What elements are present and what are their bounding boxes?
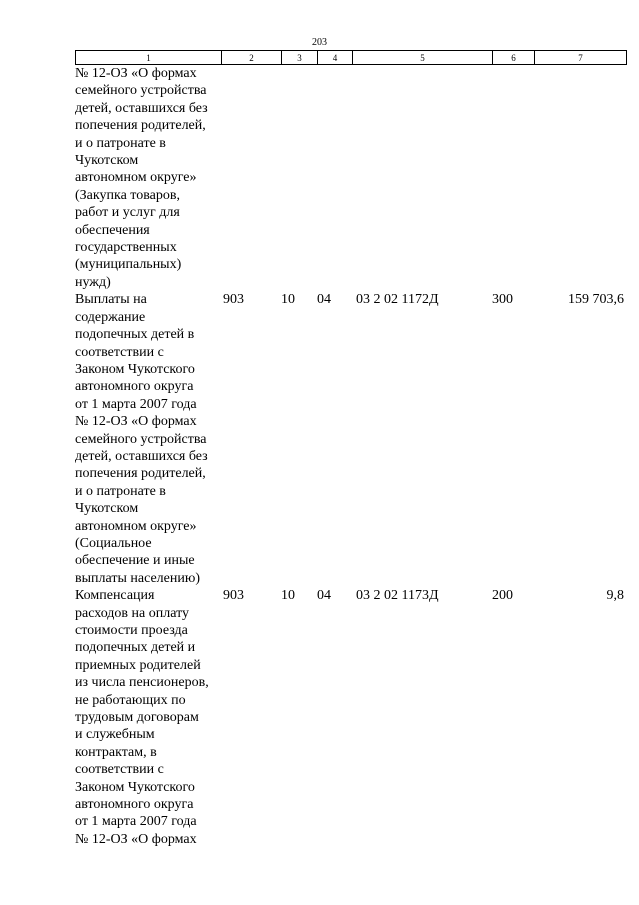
expense-name-line: расходов на оплату bbox=[75, 605, 190, 621]
expense-name-line: соответствии с bbox=[75, 344, 164, 360]
expense-name-line: обеспечение и иные bbox=[75, 553, 195, 569]
expense-name-line: соответствии с bbox=[75, 762, 164, 778]
expense-name-line: обеспечения bbox=[75, 222, 150, 238]
expense-name-line: попечения родителей, bbox=[75, 466, 206, 482]
cell-amount: 159 703,6 bbox=[568, 292, 624, 308]
expense-name-line: трудовым договорам bbox=[75, 710, 199, 726]
cell-subsection: 04 bbox=[317, 292, 331, 308]
header-col-2: 2 bbox=[222, 51, 282, 65]
expense-name-line: (муниципальных) bbox=[75, 257, 182, 273]
cell-expense-name bbox=[75, 291, 221, 587]
expense-name-line: не работающих по bbox=[75, 692, 186, 708]
header-row bbox=[76, 51, 627, 65]
expense-name-line: из числа пенсионеров, bbox=[75, 675, 209, 691]
expense-name-line: автономном округе» bbox=[75, 170, 197, 186]
cell-subsection bbox=[317, 65, 352, 291]
table-row bbox=[75, 65, 626, 291]
header-col-6: 6 bbox=[493, 51, 535, 65]
expense-name-line: № 12-ОЗ «О формах bbox=[75, 414, 197, 430]
expense-name-line: и служебным bbox=[75, 727, 155, 743]
expense-name-line: стоимости проезда bbox=[75, 623, 188, 638]
expense-name-line: № 12-ОЗ «О формах bbox=[75, 66, 197, 81]
expense-name-line: Выплаты на bbox=[75, 292, 147, 308]
expense-name-line: автономном округе» bbox=[75, 518, 197, 534]
header-col-7: 7 bbox=[535, 51, 627, 65]
cell-target-article: 03 2 02 1173Д bbox=[356, 588, 439, 604]
expense-name-line: от 1 марта 2007 года bbox=[75, 814, 197, 830]
cell-expense-type bbox=[492, 65, 534, 291]
expense-name-line: автономного округа bbox=[75, 797, 194, 813]
column-number-header bbox=[75, 50, 627, 65]
expense-name-line: семейного устройства bbox=[75, 83, 207, 99]
header-col-5: 5 bbox=[353, 51, 493, 65]
header-col-3: 3 bbox=[282, 51, 318, 65]
expense-name-line: и о патронате в bbox=[75, 135, 166, 151]
expense-name-line: подопечных детей в bbox=[75, 327, 195, 343]
expense-name-line: Компенсация bbox=[75, 588, 155, 604]
expense-name-line: (Закупка товаров, bbox=[75, 187, 180, 203]
expense-name-line: содержание bbox=[75, 309, 146, 325]
cell-expense-type: 300 bbox=[492, 292, 513, 308]
cell-target-article: 03 2 02 1172Д bbox=[356, 292, 439, 308]
expense-name-line: контрактам, в bbox=[75, 744, 157, 760]
table-row bbox=[75, 291, 626, 587]
expense-name-line: попечения родителей, bbox=[75, 118, 206, 134]
cell-amount bbox=[534, 65, 626, 291]
expense-name-line: от 1 марта 2007 года bbox=[75, 396, 197, 412]
cell-amount: 9,8 bbox=[606, 588, 624, 604]
cell-ministry-code: 903 bbox=[223, 292, 244, 308]
cell-section bbox=[281, 65, 317, 291]
expense-name-line: и о патронате в bbox=[75, 483, 166, 499]
expense-name-line: Чукотском bbox=[75, 501, 139, 517]
header-col-1: 1 bbox=[76, 51, 222, 65]
expense-name-line: семейного устройства bbox=[75, 431, 207, 447]
cell-target-article bbox=[352, 65, 492, 291]
table-row bbox=[75, 587, 626, 848]
budget-table bbox=[75, 65, 626, 848]
expense-name-line: № 12-ОЗ «О формах bbox=[75, 831, 197, 847]
expense-name-line: работ и услуг для bbox=[75, 205, 180, 221]
cell-section: 10 bbox=[281, 292, 295, 308]
cell-subsection: 04 bbox=[317, 588, 331, 604]
expense-name-line: детей, оставшихся без bbox=[75, 100, 208, 116]
expense-name-line: государственных bbox=[75, 240, 177, 256]
expense-name-line: нужд) bbox=[75, 274, 111, 290]
table-body bbox=[75, 65, 626, 848]
expense-name-line: автономного округа bbox=[75, 379, 194, 395]
cell-expense-name bbox=[75, 65, 221, 291]
cell-expense-type: 200 bbox=[492, 588, 513, 604]
expense-name-line: детей, оставшихся без bbox=[75, 448, 208, 464]
expense-name-line: Чукотском bbox=[75, 153, 139, 169]
cell-ministry-code bbox=[221, 65, 281, 291]
expense-name-line: приемных родителей bbox=[75, 657, 201, 673]
cell-ministry-code: 903 bbox=[223, 588, 244, 604]
expense-name-line: Законом Чукотского bbox=[75, 361, 195, 377]
expense-name-line: Законом Чукотского bbox=[75, 779, 195, 795]
expense-name-line: выплаты населению) bbox=[75, 570, 200, 586]
header-col-4: 4 bbox=[318, 51, 353, 65]
expense-name-line: (Социальное bbox=[75, 535, 152, 551]
cell-expense-name bbox=[75, 587, 221, 848]
cell-section: 10 bbox=[281, 588, 295, 604]
page-number: 203 bbox=[312, 37, 327, 48]
expense-name-line: подопечных детей и bbox=[75, 640, 196, 656]
